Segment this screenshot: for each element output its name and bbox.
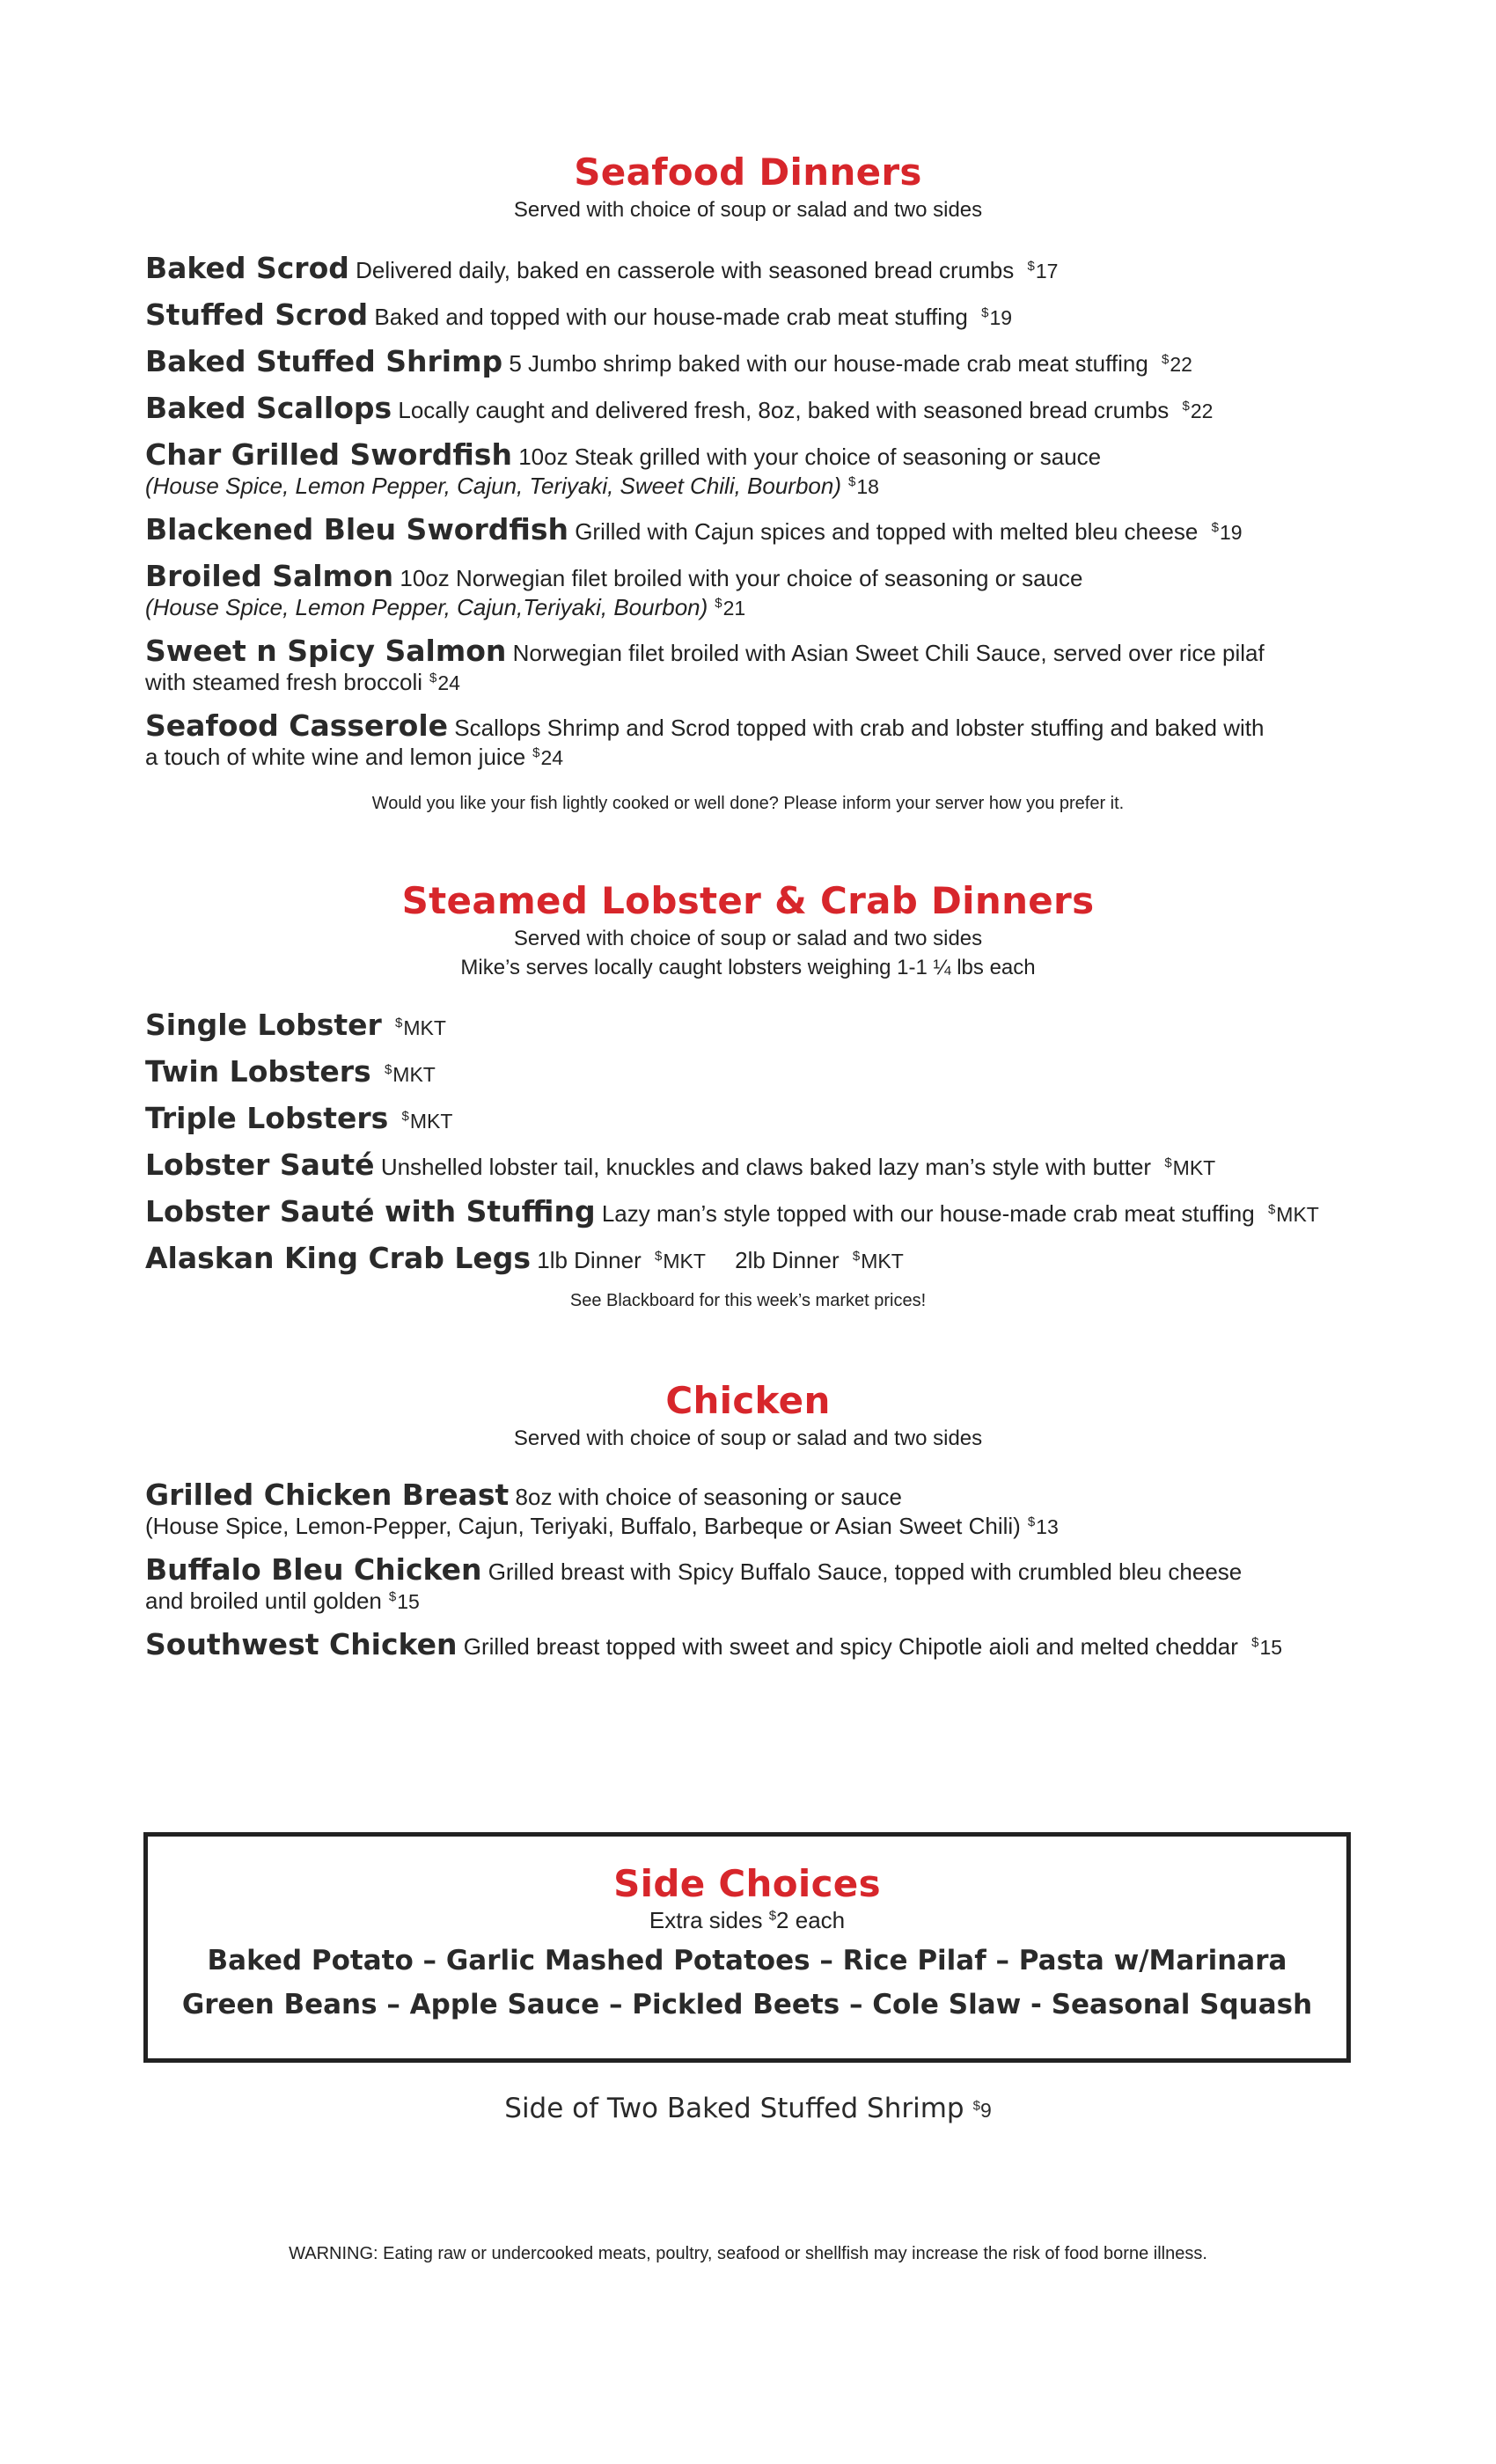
item-name: Southwest Chicken <box>145 1627 458 1661</box>
item-name: Buffalo Bleu Chicken <box>145 1552 482 1587</box>
extra-side-shrimp <box>0 2089 1496 2130</box>
price-value: MKT <box>861 1250 904 1272</box>
extra-side-label: Side of Two Baked Stuffed Shrimp <box>504 2093 964 2124</box>
item-name: Alaskan King Crab Legs <box>145 1241 531 1275</box>
currency-symbol: $ <box>981 305 989 321</box>
item-price <box>532 746 563 769</box>
price-value: 22 <box>1170 353 1192 376</box>
currency-symbol: $ <box>654 1249 663 1265</box>
menu-item <box>145 437 1360 501</box>
item-desc: Grilled breast topped with sweet and spicy Chipotle aioli and melted cheddar <box>463 1633 1238 1660</box>
price-value: 21 <box>722 597 746 620</box>
item-desc-line2 <box>145 472 1360 501</box>
currency-symbol: $ <box>768 1908 777 1924</box>
item-name: Twin Lobsters <box>145 1054 371 1089</box>
item-desc: 8oz with choice of seasoning or sauce <box>515 1484 902 1510</box>
lobster-subtitle-2: Mike’s serves locally caught lobsters weighing 1-1 ¼ lbs each <box>460 956 1036 979</box>
price-value: MKT <box>392 1063 436 1086</box>
menu-item-crab-legs <box>145 1243 1360 1276</box>
currency-symbol: $ <box>1027 1514 1036 1530</box>
currency-symbol: $ <box>401 1109 409 1125</box>
price-value: 13 <box>1036 1515 1059 1538</box>
item-name: Baked Scallops <box>145 391 392 425</box>
seafood-section <box>0 150 1496 224</box>
currency-symbol: $ <box>1162 352 1170 368</box>
menu-item <box>145 393 1360 426</box>
item-desc: Grilled breast with Spicy Buffalo Sauce, topped with crumbled bleu cheese <box>488 1558 1243 1585</box>
price-value: 15 <box>1259 1636 1283 1659</box>
price-value: 18 <box>856 475 879 498</box>
item-desc-line2 <box>145 1512 1360 1541</box>
currency-symbol: $ <box>848 474 856 490</box>
currency-symbol: $ <box>1251 1635 1259 1651</box>
menu-item <box>145 1101 1360 1136</box>
side-choices-box <box>143 1832 1351 2063</box>
currency-symbol: $ <box>532 745 540 761</box>
item-desc: Lazy man’s style topped with our house-made crab meat stuffing <box>601 1200 1255 1227</box>
seafood-items <box>145 253 1360 786</box>
menu-item <box>145 1194 1360 1229</box>
item-options: (House Spice, Lemon Pepper, Cajun, Teriyaki, Sweet Chili, Bourbon) <box>145 473 842 499</box>
price-value: 24 <box>540 746 564 769</box>
item-desc-line2 <box>145 1587 1360 1616</box>
market-price-note: See Blackboard for this week’s market prices! <box>569 1291 927 1310</box>
item-options: (House Spice, Lemon Pepper, Cajun,Teriyaki, Bourbon) <box>145 594 708 620</box>
fish-preference-note: Would you like your fish lightly cooked or well done? Please inform your server how you prefer it. <box>371 794 1125 813</box>
chicken-section <box>0 1378 1496 1453</box>
menu-item <box>145 344 1360 379</box>
currency-symbol: $ <box>1182 399 1190 414</box>
item-name: Char Grilled Swordfish <box>145 437 512 472</box>
item-options: (House Spice, Lemon-Pepper, Cajun, Teriyaki, Buffalo, Barbeque or Asian Sweet Chili) <box>145 1513 1021 1539</box>
lobster-items <box>145 1010 1360 1290</box>
item-name: Baked Scrod <box>145 251 349 285</box>
item-price <box>715 597 745 620</box>
item-desc: Delivered daily, baked en casserole with seasoned bread crumbs <box>356 257 1015 283</box>
currency-symbol: $ <box>388 1589 397 1605</box>
item-desc: Unshelled lobster tail, knuckles and claws baked lazy man’s style with butter <box>380 1154 1152 1180</box>
currency-symbol: $ <box>1267 1202 1276 1218</box>
item-desc: Locally caught and delivered fresh, 8oz, baked with seasoned bread crumbs <box>398 397 1170 423</box>
lobster-section <box>0 878 1496 982</box>
menu-item <box>145 561 1360 622</box>
item-price <box>1162 353 1192 376</box>
chicken-items <box>145 1480 1360 1676</box>
seafood-subtitle: Served with choice of soup or salad and two sides <box>513 198 983 222</box>
currency-symbol: $ <box>395 1016 403 1031</box>
item-name: Baked Stuffed Shrimp <box>145 344 503 378</box>
item-desc: Scallops Shrimp and Scrod topped with crab and lobster stuffing and baked with <box>454 715 1265 741</box>
item-price <box>1182 400 1213 422</box>
price-value: 22 <box>1190 400 1214 422</box>
menu-item <box>145 636 1360 697</box>
item-price <box>395 1016 446 1039</box>
price-value: 9 <box>979 2099 992 2122</box>
item-name: Lobster Sauté with Stuffing <box>145 1194 596 1228</box>
menu-item <box>145 253 1360 286</box>
currency-symbol: $ <box>384 1062 392 1078</box>
item-desc-line2 <box>145 743 1360 772</box>
item-name: Grilled Chicken Breast <box>145 1478 510 1512</box>
price-value: MKT <box>409 1110 453 1133</box>
menu-item <box>145 1150 1360 1183</box>
item-desc: 5 Jumbo shrimp baked with our house-made crab meat stuffing <box>509 350 1148 377</box>
item-price <box>973 2099 992 2122</box>
extra-sides-label: Extra sides <box>649 1907 763 1933</box>
price-value: MKT <box>1172 1156 1216 1179</box>
item-desc: 10oz Norwegian filet broiled with your choice of seasoning or sauce <box>400 565 1083 591</box>
crab-option-1: 1lb Dinner <box>537 1247 642 1273</box>
lobster-title: Steamed Lobster & Crab Dinners <box>401 879 1095 922</box>
menu-item <box>145 1054 1360 1089</box>
currency-symbol: $ <box>429 671 437 686</box>
item-price <box>429 671 460 694</box>
item-name: Triple Lobsters <box>145 1101 389 1135</box>
item-price <box>655 1250 706 1272</box>
item-price <box>1251 1636 1282 1659</box>
price-value: 19 <box>1219 521 1243 544</box>
item-desc: Baked and topped with our house-made crab meat stuffing <box>374 304 968 330</box>
price-value: 17 <box>1035 260 1059 282</box>
sides-line-1: Baked Potato – Garlic Mashed Potatoes – Rice Pilaf – Pasta w/Marinara <box>207 1945 1287 1976</box>
price-value: 2 each <box>776 1907 846 1933</box>
currency-symbol: $ <box>1027 259 1035 275</box>
currency-symbol: $ <box>972 2098 980 2114</box>
sides-title: Side Choices <box>613 1862 881 1905</box>
crab-option-2: 2lb Dinner <box>735 1247 840 1273</box>
item-price <box>1268 1203 1319 1226</box>
item-price <box>853 1250 904 1272</box>
lobster-subtitle: Served with choice of soup or salad and two sides <box>513 927 983 950</box>
item-price <box>1212 521 1243 544</box>
item-price <box>848 475 879 498</box>
item-desc-cont: with steamed fresh broccoli <box>145 669 423 695</box>
menu-item <box>145 1552 1360 1616</box>
menu-item <box>145 1010 1360 1043</box>
price-value: 15 <box>397 1590 420 1613</box>
item-price <box>1164 1156 1215 1179</box>
price-value: MKT <box>1276 1203 1319 1226</box>
price-value: 24 <box>437 671 460 694</box>
extra-sides-price <box>148 1907 1346 1933</box>
price-value: 19 <box>989 306 1013 329</box>
item-desc-cont: a touch of white wine and lemon juice <box>145 744 526 770</box>
item-price <box>1028 260 1059 282</box>
menu-item <box>145 1627 1360 1662</box>
price-value: MKT <box>663 1250 706 1272</box>
item-desc-cont: and broiled until golden <box>145 1588 382 1614</box>
item-price <box>389 1590 420 1613</box>
item-name: Seafood Casserole <box>145 708 449 743</box>
item-name: Stuffed Scrod <box>145 297 369 332</box>
item-desc-line2 <box>145 593 1360 622</box>
item-name: Single Lobster <box>145 1008 382 1042</box>
item-desc: Norwegian filet broiled with Asian Sweet Chili Sauce, served over rice pilaf <box>512 640 1265 666</box>
currency-symbol: $ <box>1211 520 1219 536</box>
currency-symbol: $ <box>1164 1155 1172 1171</box>
item-name: Broiled Salmon <box>145 559 394 593</box>
chicken-subtitle: Served with choice of soup or salad and two sides <box>513 1426 983 1450</box>
food-safety-warning: WARNING: Eating raw or undercooked meats, poultry, seafood or shellfish may increase the risk of food borne illness. <box>289 2244 1207 2263</box>
price-value: MKT <box>403 1016 446 1039</box>
item-desc: 10oz Steak grilled with your choice of seasoning or sauce <box>518 444 1102 470</box>
menu-item <box>145 708 1360 772</box>
item-price <box>981 306 1012 329</box>
chicken-title: Chicken <box>665 1379 831 1422</box>
currency-symbol: $ <box>852 1249 861 1265</box>
sides-line-2: Green Beans – Apple Sauce – Pickled Beets – Cole Slaw - Seasonal Squash <box>181 1989 1313 2020</box>
item-price <box>385 1063 436 1086</box>
currency-symbol: $ <box>715 596 722 612</box>
menu-item <box>145 512 1360 547</box>
item-desc: Grilled with Cajun spices and topped with melted bleu cheese <box>575 518 1199 545</box>
menu-item <box>145 297 1360 333</box>
menu-item <box>145 1480 1360 1541</box>
item-name: Lobster Sauté <box>145 1148 375 1182</box>
item-price <box>402 1110 453 1133</box>
seafood-title: Seafood Dinners <box>574 150 922 194</box>
item-name: Sweet n Spicy Salmon <box>145 634 507 668</box>
item-name: Blackened Bleu Swordfish <box>145 512 568 546</box>
item-price <box>1028 1515 1059 1538</box>
item-desc-line2 <box>145 668 1360 697</box>
